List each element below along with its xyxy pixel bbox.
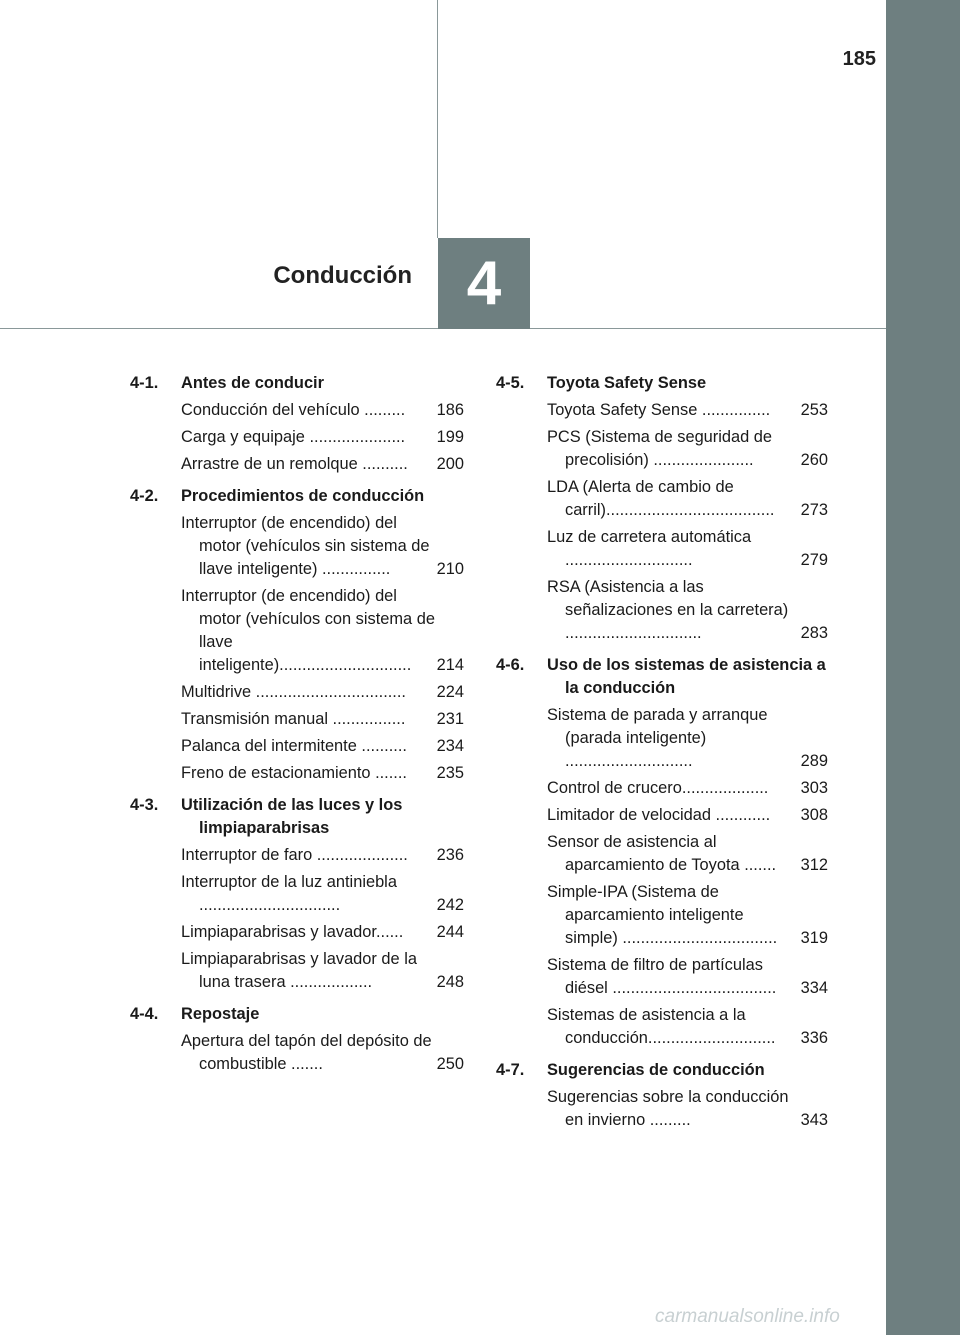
- toc-entry-page: 289: [800, 752, 828, 770]
- toc-entry-page: 273: [800, 501, 828, 519]
- section-number: 4-6.: [496, 656, 525, 674]
- toc-entry-label: Apertura del tapón del depósito de combustible .......: [181, 1032, 432, 1073]
- toc-entry-page: 248: [436, 973, 464, 991]
- section-number: 4-3.: [130, 796, 159, 814]
- section-title: Repostaje: [181, 1005, 260, 1023]
- toc-section: [130, 372, 464, 476]
- toc-entry-page: 312: [800, 856, 828, 874]
- section-number: 4-2.: [130, 487, 159, 505]
- toc-entry-page: 231: [436, 710, 464, 728]
- chapter-title: Conducción: [273, 262, 412, 289]
- section-title: Uso de los sistemas de asistencia a la conducción: [547, 656, 826, 697]
- toc-section: [496, 654, 828, 1050]
- toc-entry-label: PCS (Sistema de seguridad de precolisión) ......................: [547, 428, 773, 469]
- toc-entry-page: 214: [436, 656, 464, 674]
- toc-entry-page: 236: [436, 846, 464, 864]
- toc-entry-label: Interruptor de faro ....................: [181, 846, 408, 864]
- toc-entry-label: Interruptor de la luz antiniebla ...............................: [181, 873, 397, 914]
- toc-entry-page: 200: [436, 455, 464, 473]
- toc-entry-label: Palanca del intermitente ..........: [181, 737, 407, 755]
- toc-entry[interactable]: [181, 585, 464, 677]
- toc-section: [496, 1059, 828, 1132]
- toc-entry[interactable]: [547, 704, 828, 773]
- toc-entry-label: Transmisión manual ................: [181, 710, 406, 728]
- toc-entry-label: Sensor de asistencia al aparcamiento de Toyota .......: [547, 833, 777, 874]
- section-heading[interactable]: [496, 1059, 828, 1082]
- toc-entry-page: 303: [800, 779, 828, 797]
- section-number: 4-4.: [130, 1005, 159, 1023]
- toc-entry[interactable]: [547, 881, 828, 950]
- toc-entry-page: 186: [436, 401, 464, 419]
- toc-entry-label: Control de crucero...................: [547, 779, 769, 797]
- toc-entry-page: 319: [800, 929, 828, 947]
- toc-section: [496, 372, 828, 645]
- toc-entry[interactable]: [547, 526, 828, 572]
- toc-entry[interactable]: [181, 735, 464, 758]
- toc-entry-page: 279: [800, 551, 828, 569]
- toc-entry-page: 234: [436, 737, 464, 755]
- toc-entry-label: Interruptor (de encendido) del motor (vehículos sin sistema de llave inteligente) ...............: [181, 514, 430, 578]
- toc-entry-label: Simple-IPA (Sistema de aparcamiento inteligente simple) ..................................: [547, 883, 778, 947]
- toc-entry[interactable]: [547, 777, 828, 800]
- toc-entry[interactable]: [547, 426, 828, 472]
- toc-entry-label: Limpiaparabrisas y lavador de la luna trasera ..................: [181, 950, 417, 991]
- toc-entry-label: Limitador de velocidad ............: [547, 806, 771, 824]
- toc-entry[interactable]: [547, 831, 828, 877]
- toc-entry-page: 308: [800, 806, 828, 824]
- toc-entry-page: 244: [436, 923, 464, 941]
- section-title: Sugerencias de conducción: [547, 1061, 765, 1079]
- toc-entry-label: RSA (Asistencia a las señalizaciones en la carretera) ..............................: [547, 578, 789, 642]
- section-heading[interactable]: [130, 485, 464, 508]
- section-title: Toyota Safety Sense: [547, 374, 707, 392]
- toc-section: [130, 485, 464, 785]
- toc-entry[interactable]: [547, 1086, 828, 1132]
- toc-entry-page: 260: [800, 451, 828, 469]
- toc-entry-label: Sistema de parada y arranque (parada inteligente) ............................: [547, 706, 768, 770]
- toc-entry[interactable]: [547, 476, 828, 522]
- toc-entry[interactable]: [181, 948, 464, 994]
- toc-entry-page: 334: [800, 979, 828, 997]
- section-heading[interactable]: [130, 1003, 464, 1026]
- toc-entry-label: LDA (Alerta de cambio de carril).....................................: [547, 478, 775, 519]
- toc-entry[interactable]: [547, 804, 828, 827]
- header-vertical-rule: [437, 0, 438, 238]
- toc-entry[interactable]: [181, 921, 464, 944]
- section-number: 4-5.: [496, 374, 525, 392]
- toc-entry[interactable]: [547, 1004, 828, 1050]
- toc-entry[interactable]: [181, 1030, 464, 1076]
- chapter-number-block: [438, 238, 530, 329]
- toc-entry-page: 224: [436, 683, 464, 701]
- toc-entry-page: 283: [800, 624, 828, 642]
- side-tab-bar: [886, 0, 960, 1335]
- section-heading[interactable]: [130, 794, 464, 840]
- toc-left-column: [130, 372, 464, 1085]
- page-number: 185: [842, 48, 876, 70]
- toc-entry-label: Sistema de filtro de partículas diésel ....................................: [547, 956, 777, 997]
- toc-entry[interactable]: [181, 844, 464, 867]
- toc-section: [130, 794, 464, 994]
- section-heading[interactable]: [130, 372, 464, 395]
- section-number: 4-7.: [496, 1061, 525, 1079]
- toc-entry-label: Luz de carretera automática ............................: [547, 528, 752, 569]
- toc-entry-page: 242: [436, 896, 464, 914]
- toc-entry[interactable]: [547, 576, 828, 645]
- toc-entry-label: Multidrive .................................: [181, 683, 406, 701]
- toc-entry-label: Sugerencias sobre la conducción en invierno .........: [547, 1088, 789, 1129]
- toc-entry-page: 199: [436, 428, 464, 446]
- toc-entry[interactable]: [181, 762, 464, 785]
- toc-entry[interactable]: [181, 512, 464, 581]
- section-title: Procedimientos de conducción: [181, 487, 425, 505]
- toc-entry[interactable]: [181, 871, 464, 917]
- toc-entry-label: Carga y equipaje .....................: [181, 428, 406, 446]
- section-heading[interactable]: [496, 654, 828, 700]
- watermark: carmanualsonline.info: [655, 1306, 840, 1327]
- section-number: 4-1.: [130, 374, 159, 392]
- toc-entry[interactable]: [547, 954, 828, 1000]
- section-heading[interactable]: [496, 372, 828, 395]
- toc-entry[interactable]: [181, 708, 464, 731]
- toc-entry-page: 253: [800, 401, 828, 419]
- toc-entry-label: Toyota Safety Sense ...............: [547, 401, 771, 419]
- toc-entry-label: Arrastre de un remolque ..........: [181, 455, 408, 473]
- toc-entry-page: 343: [800, 1111, 828, 1129]
- toc-entry-label: Sistemas de asistencia a la conducción............................: [547, 1006, 776, 1047]
- chapter-number: 4: [466, 249, 502, 318]
- toc-entry-label: Freno de estacionamiento .......: [181, 764, 407, 782]
- toc-right-column: [496, 372, 828, 1141]
- toc-entry-label: Limpiaparabrisas y lavador......: [181, 923, 404, 941]
- toc-entry[interactable]: [181, 399, 464, 422]
- toc-entry[interactable]: [181, 681, 464, 704]
- toc-entry[interactable]: [181, 426, 464, 449]
- section-title: Antes de conducir: [181, 374, 324, 392]
- toc-entry-page: 210: [436, 560, 464, 578]
- toc-section: [130, 1003, 464, 1076]
- toc-entry-page: 235: [436, 764, 464, 782]
- toc-entry[interactable]: [547, 399, 828, 422]
- toc-entry-page: 336: [800, 1029, 828, 1047]
- toc-entry-label: Conducción del vehículo .........: [181, 401, 406, 419]
- section-title: Utilización de las luces y los limpiaparabrisas: [181, 796, 403, 837]
- toc-entry[interactable]: [181, 453, 464, 476]
- toc-entry-label: Interruptor (de encendido) del motor (vehículos con sistema de llave inteligente).............................: [181, 587, 435, 674]
- toc-entry-page: 250: [436, 1055, 464, 1073]
